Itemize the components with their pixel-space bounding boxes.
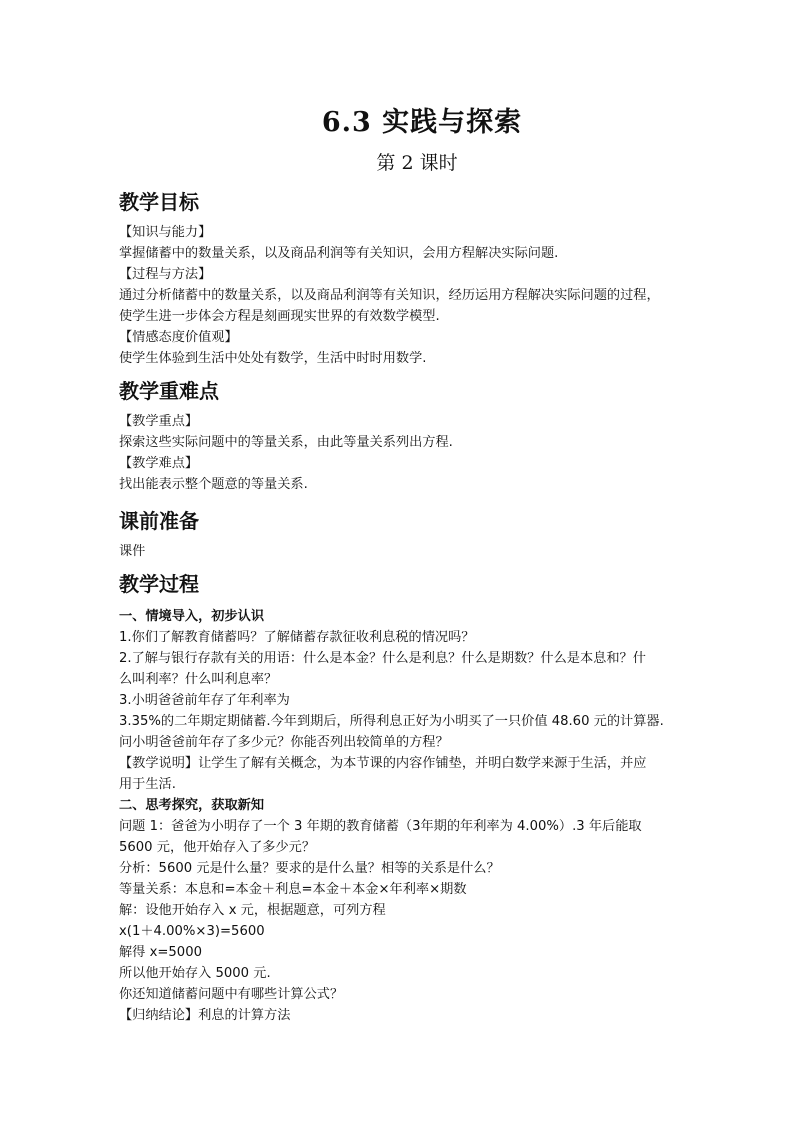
- paragraph: 等量关系：本息和=本金＋利息=本金＋本金×年利率×期数: [119, 882, 467, 897]
- section-key-points: [119, 375, 689, 495]
- section-heading: 课前准备: [119, 509, 199, 533]
- paragraph: 问小明爸爸前年存了多少元？你能否列出较简单的方程？: [119, 735, 449, 750]
- section-teaching-objectives: [119, 186, 689, 369]
- paragraph: 你还知道储蓄问题中有哪些计算公式？: [119, 987, 344, 1002]
- paragraph: 【情感态度价值观】: [119, 330, 238, 345]
- section-teaching-process: [119, 568, 689, 1026]
- paragraph: 【教学重点】: [119, 414, 199, 429]
- paragraph: 2.了解与银行存款有关的用语：什么是本金？什么是利息？什么是期数？什么是本息和？什: [119, 651, 646, 666]
- section-preparation: [119, 505, 689, 562]
- section-heading: 教学重难点: [119, 379, 219, 403]
- section-heading: 教学目标: [119, 190, 199, 214]
- paragraph: 使学生进一步体会方程是刻画现实世界的有效数学模型.: [119, 309, 440, 324]
- subsection-heading: 一、情境导入，初步认识: [119, 609, 265, 624]
- document-title: 6.3 实践与探索: [321, 107, 523, 138]
- paragraph: 问题 1：爸爸为小明存了一个 3 年期的教育储蓄（3年期的年利率为 4.00%）.3 年后能取: [119, 819, 642, 834]
- paragraph: 探索这些实际问题中的等量关系，由此等量关系列出方程.: [119, 435, 453, 450]
- paragraph: 【教学说明】让学生了解有关概念，为本节课的内容作铺垫，并明白数学来源于生活，并应: [119, 756, 647, 771]
- paragraph: 3.小明爸爸前年存了年利率为: [119, 693, 290, 708]
- paragraph: 么叫利率？什么叫利息率？: [119, 672, 278, 687]
- paragraph: 1.你们了解教育储蓄吗？了解储蓄存款征收利息税的情况吗？: [119, 630, 475, 645]
- document-subtitle: 第 2 课时: [376, 152, 458, 174]
- paragraph: 课件: [119, 544, 146, 559]
- paragraph: 使学生体验到生活中处处有数学，生活中时时用数学.: [119, 351, 427, 366]
- paragraph: 掌握储蓄中的数量关系，以及商品利润等有关知识，会用方程解决实际问题.: [119, 246, 559, 261]
- paragraph: 【过程与方法】: [119, 267, 212, 282]
- paragraph: 【教学难点】: [119, 456, 199, 471]
- paragraph: 【归纳结论】利息的计算方法: [119, 1008, 291, 1023]
- paragraph: 用于生活.: [119, 777, 176, 792]
- subsection-heading: 二、思考探究，获取新知: [119, 798, 265, 813]
- paragraph: 3.35%的二年期定期储蓄.今年到期后，所得利息正好为小明买了一只价值 48.60 元的计算器.: [119, 714, 664, 729]
- document-body: [119, 186, 689, 1026]
- paragraph: 分析：5600 元是什么量？要求的是什么量？相等的关系是什么？: [119, 861, 500, 876]
- paragraph: 找出能表示整个题意的等量关系.: [119, 477, 308, 492]
- paragraph: 解：设他开始存入 x 元，根据题意，可列方程: [119, 903, 386, 918]
- equation: x(1＋4.00%×3)=5600: [119, 924, 265, 939]
- section-heading: 教学过程: [119, 572, 199, 596]
- paragraph: 【知识与能力】: [119, 225, 212, 240]
- paragraph: 解得 x=5000: [119, 945, 202, 960]
- paragraph: 通过分析储蓄中的数量关系，以及商品利润等有关知识，经历运用方程解决实际问题的过程，: [119, 288, 660, 303]
- paragraph: 5600 元，他开始存入了多少元？: [119, 840, 316, 855]
- paragraph: 所以他开始存入 5000 元.: [119, 966, 271, 981]
